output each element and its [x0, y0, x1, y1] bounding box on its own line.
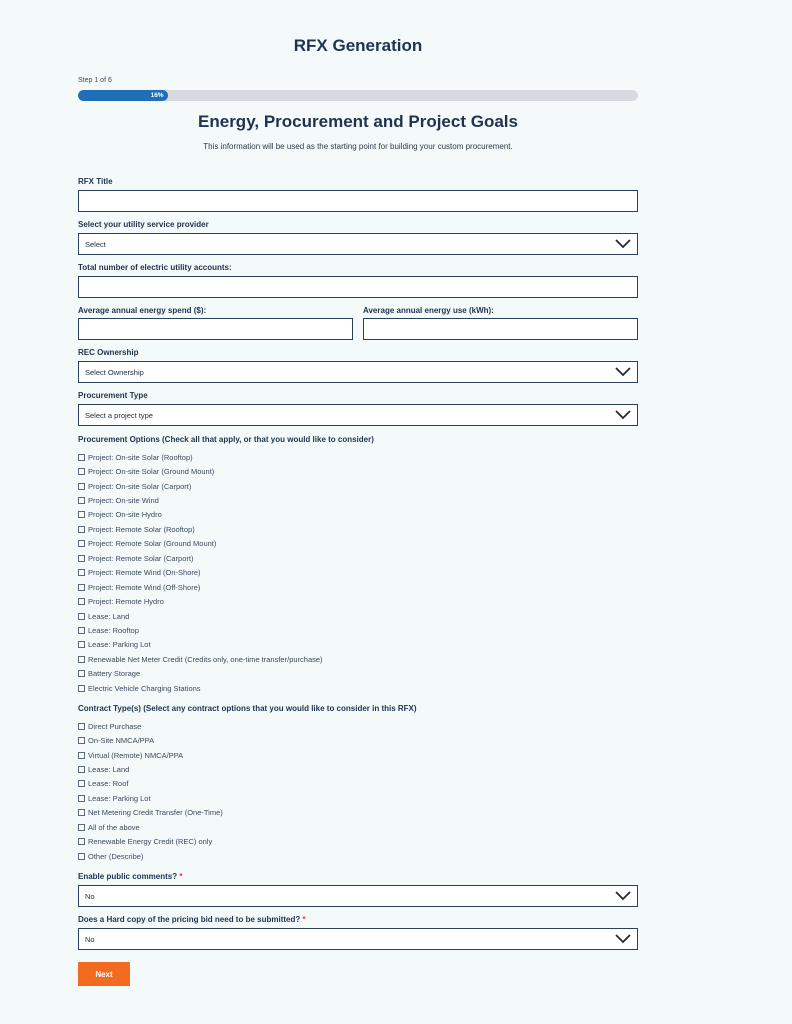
checkbox-icon[interactable]	[78, 555, 85, 562]
checkbox-option[interactable]	[78, 791, 223, 805]
section-title: Energy, Procurement and Project Goals	[198, 112, 518, 131]
required-mark: *	[302, 915, 306, 924]
chevron-down-icon	[615, 934, 631, 944]
utility-provider-label: Select your utility service provider	[78, 220, 209, 229]
rec-ownership-select[interactable]	[78, 361, 638, 383]
checkbox-label: Project: On-site Solar (Rooftop)	[88, 452, 193, 462]
checkbox-label: Lease: Parking Lot	[88, 640, 151, 650]
checkbox-option[interactable]	[78, 652, 323, 666]
checkbox-option[interactable]	[78, 522, 323, 536]
checkbox-option[interactable]	[78, 762, 223, 776]
chevron-down-icon	[615, 367, 631, 377]
procurement-type-value: Select a project type	[85, 410, 153, 420]
checkbox-label: Lease: Parking Lot	[88, 793, 151, 803]
checkbox-label: Virtual (Remote) NMCA/PPA	[88, 750, 184, 760]
checkbox-option[interactable]	[78, 551, 323, 565]
checkbox-icon[interactable]	[78, 468, 85, 475]
checkbox-icon[interactable]	[78, 483, 85, 490]
checkbox-label: Lease: Roof	[88, 779, 129, 789]
hard-copy-label	[78, 915, 306, 924]
annual-use-label: Average annual energy use (kWh):	[363, 306, 494, 315]
procurement-type-select[interactable]	[78, 404, 638, 426]
checkbox-icon[interactable]	[78, 569, 85, 576]
public-comments-label-text: Enable public comments?	[78, 872, 178, 881]
procurement-type-label: Procurement Type	[78, 391, 148, 400]
checkbox-option[interactable]	[78, 681, 323, 695]
checkbox-option[interactable]	[78, 537, 323, 551]
checkbox-option[interactable]	[78, 508, 323, 522]
checkbox-icon[interactable]	[78, 497, 85, 504]
checkbox-option[interactable]	[78, 594, 323, 608]
checkbox-icon[interactable]	[78, 809, 85, 816]
checkbox-icon[interactable]	[78, 737, 85, 744]
checkbox-option[interactable]	[78, 806, 223, 820]
checkbox-label: Lease: Land	[88, 611, 130, 621]
section-subtitle: This information will be used as the starting point for building your custom procurement.	[203, 142, 513, 151]
checkbox-option[interactable]	[78, 849, 223, 863]
utility-accounts-label: Total number of electric utility accounts:	[78, 263, 232, 272]
checkbox-option[interactable]	[78, 835, 223, 849]
checkbox-icon[interactable]	[78, 670, 85, 677]
checkbox-label: All of the above	[88, 822, 140, 832]
checkbox-option[interactable]	[78, 609, 323, 623]
checkbox-icon[interactable]	[78, 766, 85, 773]
checkbox-label: On-Site NMCA/PPA	[88, 736, 155, 746]
page-title: RFX Generation	[293, 36, 423, 55]
checkbox-option[interactable]	[78, 566, 323, 580]
utility-provider-value: Select	[85, 239, 106, 249]
contract-types-list	[78, 719, 223, 863]
contract-types-label: Contract Type(s) (Select any contract options that you would like to consider in this RFX)	[78, 704, 417, 713]
checkbox-icon[interactable]	[78, 641, 85, 648]
checkbox-icon[interactable]	[78, 584, 85, 591]
progress-fill	[78, 90, 168, 101]
checkbox-icon[interactable]	[78, 540, 85, 547]
checkbox-icon[interactable]	[78, 838, 85, 845]
procurement-options-list	[78, 450, 323, 695]
checkbox-label: Project: Remote Solar (Ground Mount)	[88, 539, 217, 549]
checkbox-icon[interactable]	[78, 526, 85, 533]
checkbox-label: Project: Remote Wind (Off-Shore)	[88, 582, 201, 592]
public-comments-label	[78, 872, 183, 881]
checkbox-label: Project: Remote Wind (On-Shore)	[88, 568, 201, 578]
checkbox-label: Battery Storage	[88, 669, 141, 679]
checkbox-label: Electric Vehicle Charging Stations	[88, 683, 201, 693]
checkbox-option[interactable]	[78, 479, 323, 493]
checkbox-option[interactable]	[78, 450, 323, 464]
public-comments-select[interactable]	[78, 885, 638, 907]
checkbox-label: Project: Remote Hydro	[88, 597, 164, 607]
utility-accounts-input[interactable]	[78, 276, 638, 298]
checkbox-icon[interactable]	[78, 685, 85, 692]
progress-text: 16%	[150, 92, 164, 99]
checkbox-icon[interactable]	[78, 613, 85, 620]
checkbox-option[interactable]	[78, 748, 223, 762]
checkbox-label: Project: On-site Wind	[88, 496, 159, 506]
rec-ownership-label: REC Ownership	[78, 348, 139, 357]
chevron-down-icon	[615, 239, 631, 249]
checkbox-label: Project: On-site Solar (Carport)	[88, 481, 192, 491]
checkbox-icon[interactable]	[78, 454, 85, 461]
public-comments-value: No	[85, 891, 95, 901]
checkbox-label: Project: Remote Solar (Rooftop)	[88, 524, 195, 534]
hard-copy-label-text: Does a Hard copy of the pricing bid need to be submitted?	[78, 915, 301, 924]
checkbox-icon[interactable]	[78, 824, 85, 831]
checkbox-icon[interactable]	[78, 752, 85, 759]
checkbox-label: Renewable Net Meter Credit (Credits only, one-time transfer/purchase)	[88, 654, 323, 664]
checkbox-option[interactable]	[78, 733, 223, 747]
checkbox-icon[interactable]	[78, 780, 85, 787]
checkbox-icon[interactable]	[78, 656, 85, 663]
checkbox-label: Lease: Land	[88, 765, 130, 775]
checkbox-label: Project: Remote Solar (Carport)	[88, 553, 194, 563]
checkbox-label: Project: On-site Solar (Ground Mount)	[88, 467, 215, 477]
annual-spend-input[interactable]	[78, 318, 353, 340]
checkbox-option[interactable]	[78, 493, 323, 507]
checkbox-option[interactable]	[78, 623, 323, 637]
step-label: Step 1 of 6	[78, 77, 112, 84]
checkbox-icon[interactable]	[78, 853, 85, 860]
checkbox-label: Lease: Rooftop	[88, 625, 139, 635]
checkbox-icon[interactable]	[78, 511, 85, 518]
checkbox-option[interactable]	[78, 719, 223, 733]
checkbox-option[interactable]	[78, 667, 323, 681]
annual-use-input[interactable]	[363, 318, 638, 340]
next-button[interactable]: Next	[78, 962, 130, 986]
annual-spend-label: Average annual energy spend ($):	[78, 306, 207, 315]
required-mark: *	[179, 872, 183, 881]
progress-bar	[78, 90, 638, 101]
utility-provider-select[interactable]	[78, 233, 638, 255]
checkbox-label: Direct Purchase	[88, 721, 142, 731]
checkbox-label: Renewable Energy Credit (REC) only	[88, 837, 213, 847]
rec-ownership-value: Select Ownership	[85, 367, 144, 377]
rfx-title-input[interactable]	[78, 190, 638, 212]
hard-copy-select[interactable]	[78, 928, 638, 950]
checkbox-icon[interactable]	[78, 627, 85, 634]
chevron-down-icon	[615, 410, 631, 420]
chevron-down-icon	[615, 891, 631, 901]
checkbox-option[interactable]	[78, 820, 223, 834]
checkbox-option[interactable]	[78, 464, 323, 478]
checkbox-option[interactable]	[78, 580, 323, 594]
rfx-title-label: RFX Title	[78, 177, 113, 186]
checkbox-label: Project: On-site Hydro	[88, 510, 162, 520]
procurement-options-label: Procurement Options (Check all that apply, or that you would like to consider)	[78, 435, 374, 444]
checkbox-icon[interactable]	[78, 723, 85, 730]
hard-copy-value: No	[85, 934, 95, 944]
checkbox-icon[interactable]	[78, 795, 85, 802]
checkbox-icon[interactable]	[78, 598, 85, 605]
checkbox-option[interactable]	[78, 638, 323, 652]
checkbox-option[interactable]	[78, 777, 223, 791]
checkbox-label: Net Metering Credit Transfer (One-Time)	[88, 808, 223, 818]
checkbox-label: Other (Describe)	[88, 851, 144, 861]
